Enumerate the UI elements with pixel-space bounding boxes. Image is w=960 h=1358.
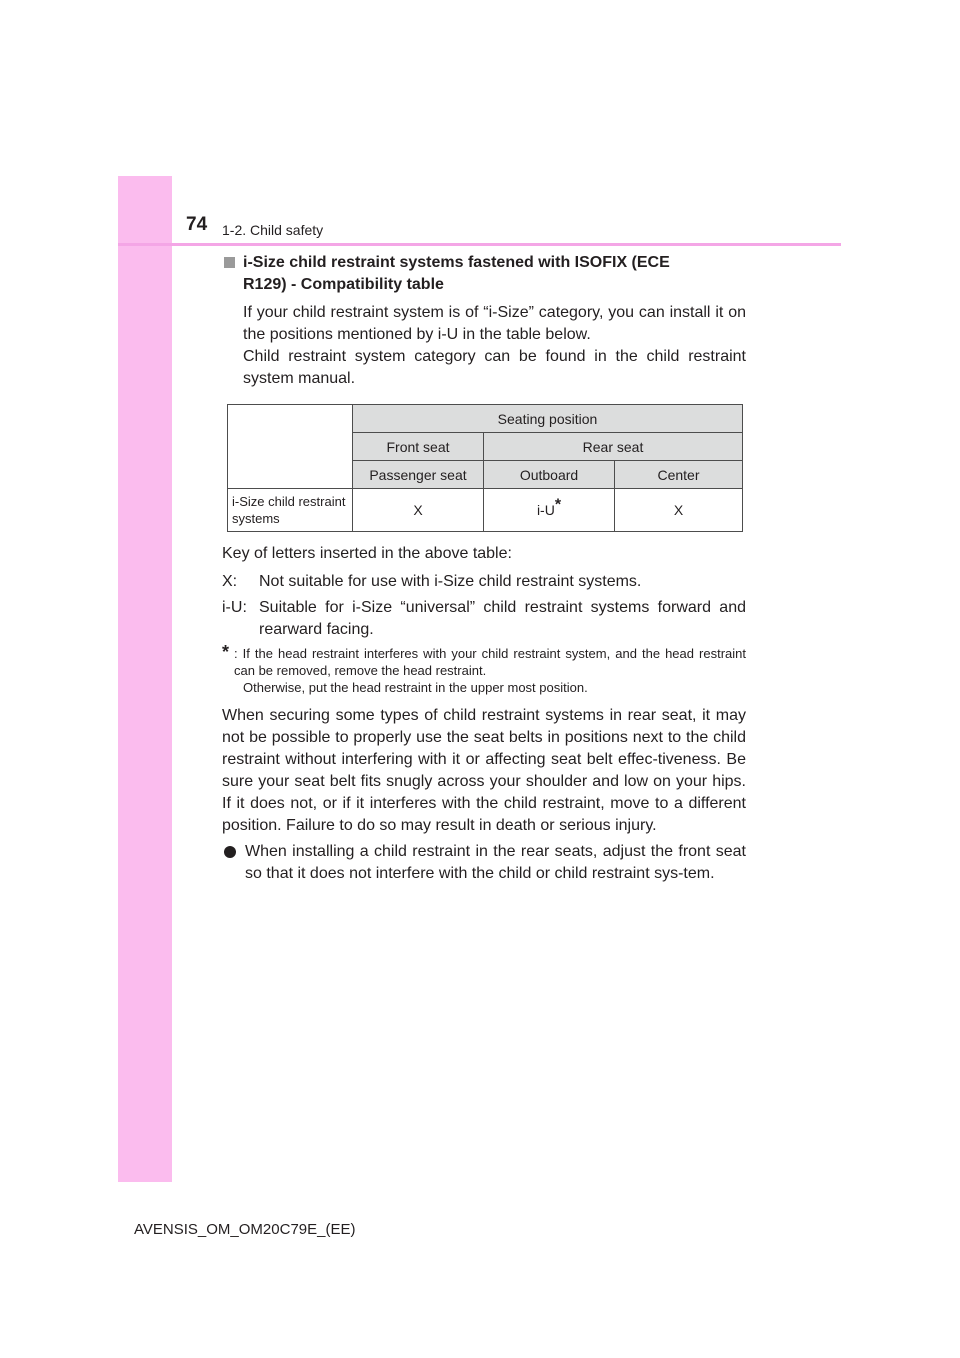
front-seat-header: Front seat	[353, 433, 484, 461]
asterisk-mark: *	[554, 496, 562, 514]
round-bullet-icon	[224, 846, 236, 858]
key-intro: Key of letters inserted in the above table:	[222, 545, 512, 562]
center-header: Center	[615, 461, 743, 489]
section-title: 1-2. Child safety	[222, 222, 324, 238]
rear-seat-header: Rear seat	[484, 433, 743, 461]
warning-bullet-text: When installing a child restraint in the rear seats, adjust the front seat so that it does not interfere with the child or child restraint sys-tem.	[245, 843, 746, 882]
key-item	[222, 571, 746, 593]
heading-line-2: R129) - Compatibility table	[243, 276, 444, 293]
warning-bullet-item	[222, 841, 746, 885]
cell-outboard-value: i-U	[536, 502, 555, 518]
cell-passenger-seat: X	[353, 489, 484, 532]
page-number: 74	[186, 214, 208, 235]
heading-line-1: i-Size child restraint systems fastened with ISOFIX (ECE	[243, 254, 670, 271]
footnote-line-1: : If the head restraint interferes with your child restraint system, and the head restraint can be removed, remove the head restraint.	[234, 646, 746, 678]
isize-row-label: i-Size child restraint systems	[228, 489, 353, 532]
warning-block	[222, 705, 746, 885]
section-heading	[222, 252, 746, 296]
cell-outboard	[484, 489, 615, 532]
header-rule	[118, 243, 841, 246]
key-letter: X:	[222, 573, 238, 590]
key-item	[222, 597, 746, 641]
key-section	[222, 543, 746, 641]
document-code: AVENSIS_OM_OM20C79E_(EE)	[134, 1221, 356, 1238]
intro-paragraph-1: If your child restraint system is of “i-Size” category, you can install it on the positions mentioned by i-U in the table below.	[243, 304, 746, 343]
passenger-seat-header: Passenger seat	[353, 461, 484, 489]
outboard-header: Outboard	[484, 461, 615, 489]
warning-paragraph: When securing some types of child restraint systems in rear seat, it may not be possible to properly use the seat belts in positions next to the child restraint without interfering with it or affecting seat belt effec-tiveness. Be sure your seat belt fits snugly across your shoulder and low on your hips. If it does not, or if it interferes with the child restraint, move to a different position. Failure to do so may result in death or serious injury.	[222, 707, 746, 834]
compatibility-table	[227, 404, 743, 532]
square-bullet-icon	[224, 257, 235, 268]
key-description: Not suitable for use with i-Size child restraint systems.	[259, 573, 642, 590]
intro-block	[222, 302, 746, 390]
footnote-text	[234, 645, 746, 696]
footnote-asterisk: *	[222, 642, 230, 662]
footnote-line-2: Otherwise, put the head restraint in the upper most position.	[243, 680, 588, 695]
footnote	[222, 642, 746, 696]
key-letter: i-U:	[222, 599, 247, 616]
page-content	[222, 252, 746, 885]
intro-paragraph-2: Child restraint system category can be found in the child restraint system manual.	[243, 348, 746, 387]
table-corner-cell	[228, 405, 353, 489]
side-color-band	[118, 176, 172, 1182]
cell-center: X	[615, 489, 743, 532]
key-description: Suitable for i-Size “universal” child restraint systems forward and rearward facing.	[259, 599, 746, 638]
seating-position-header: Seating position	[353, 405, 743, 433]
